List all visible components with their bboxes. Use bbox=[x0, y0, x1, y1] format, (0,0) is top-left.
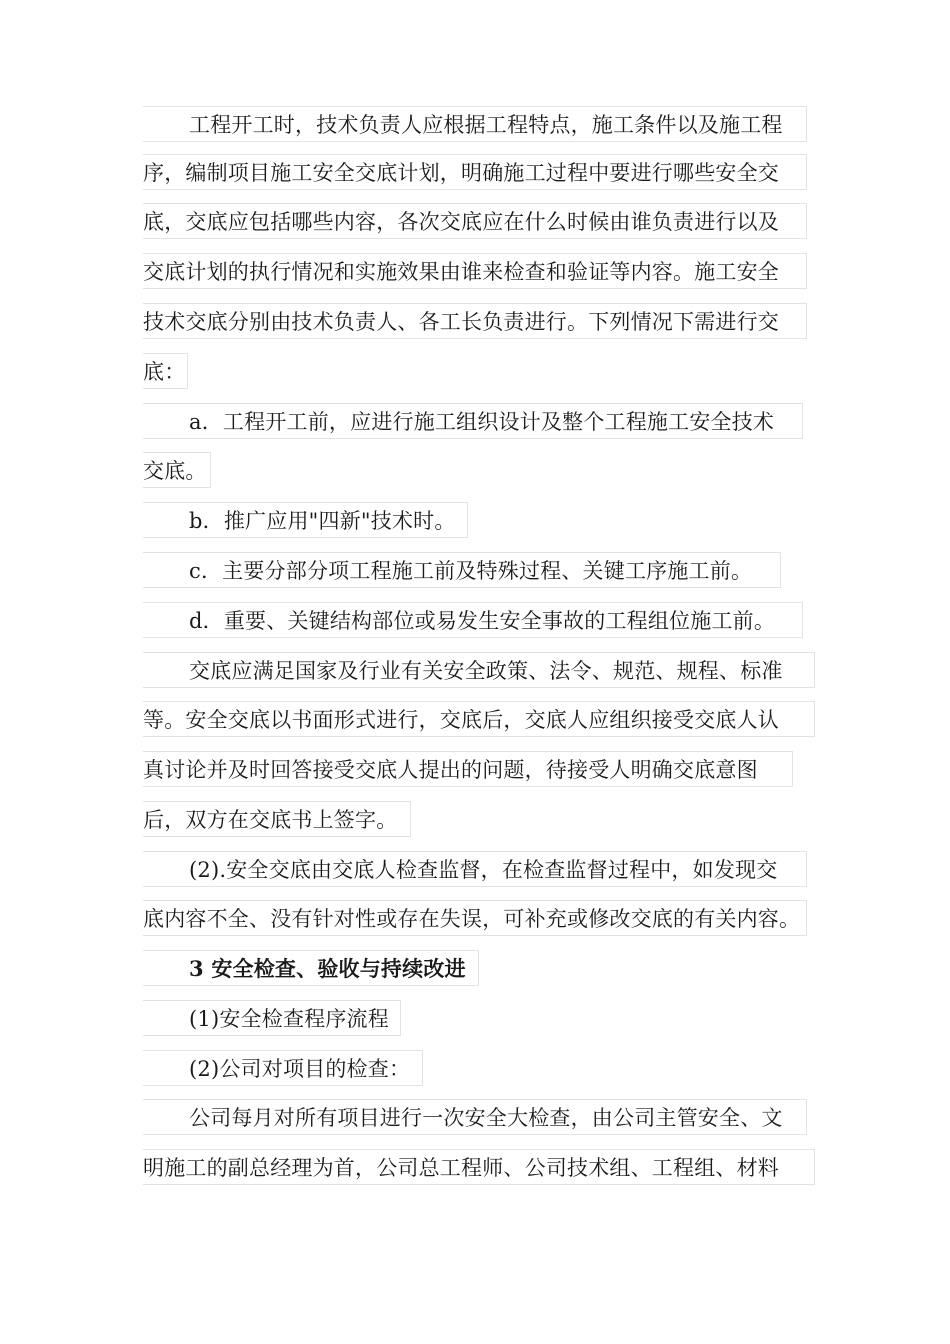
section-heading: 3 安全检查、验收与持续改进 bbox=[143, 950, 479, 986]
text-line: (2).安全交底由交底人检查监督，在检查监督过程中，如发现交 bbox=[143, 851, 807, 887]
text-line: 明施工的副总经理为首，公司总工程师、公司技术组、工程组、材料 bbox=[143, 1149, 815, 1185]
text-line: 后，双方在交底书上签字。 bbox=[143, 801, 411, 837]
list-item-a: a．工程开工前，应进行施工组织设计及整个工程施工安全技术 bbox=[143, 403, 803, 439]
text-line: 底内容不全、没有针对性或存在失误，可补充或修改交底的有关内容。 bbox=[143, 900, 807, 936]
text-line: 交底应满足国家及行业有关安全政策、法令、规范、规程、标准 bbox=[143, 652, 815, 688]
text-line: 真讨论并及时回答接受交底人提出的问题，待接受人明确交底意图 bbox=[143, 751, 793, 787]
text-line: 等。安全交底以书面形式进行，交底后，交底人应组织接受交底人认 bbox=[143, 701, 815, 737]
text-line: 底： bbox=[143, 353, 188, 389]
text-line: 底，交底应包括哪些内容，各次交底应在什么时候由谁负责进行以及 bbox=[143, 203, 807, 239]
list-item-d: d．重要、关键结构部位或易发生安全事故的工程组位施工前。 bbox=[143, 602, 803, 638]
text-line: 工程开工时，技术负责人应根据工程特点，施工条件以及施工程 bbox=[143, 106, 807, 142]
text-line: 交底计划的执行情况和实施效果由谁来检查和验证等内容。施工安全 bbox=[143, 253, 807, 289]
text-line: 序，编制项目施工安全交底计划，明确施工过程中要进行哪些安全交 bbox=[143, 154, 807, 190]
subsection-heading: (1)安全检查程序流程 bbox=[143, 1000, 401, 1036]
text-line: 公司每月对所有项目进行一次安全大检查，由公司主管安全、文 bbox=[143, 1099, 807, 1135]
list-item-b: b．推广应用"四新"技术时。 bbox=[143, 502, 468, 538]
text-line: 技术交底分别由技术负责人、各工长负责进行。下列情况下需进行交 bbox=[143, 303, 807, 339]
subsection-heading: (2)公司对项目的检查： bbox=[143, 1050, 423, 1086]
list-item-c: c．主要分部分项工程施工前及特殊过程、关键工序施工前。 bbox=[143, 552, 781, 588]
text-line: 交底。 bbox=[143, 452, 211, 488]
